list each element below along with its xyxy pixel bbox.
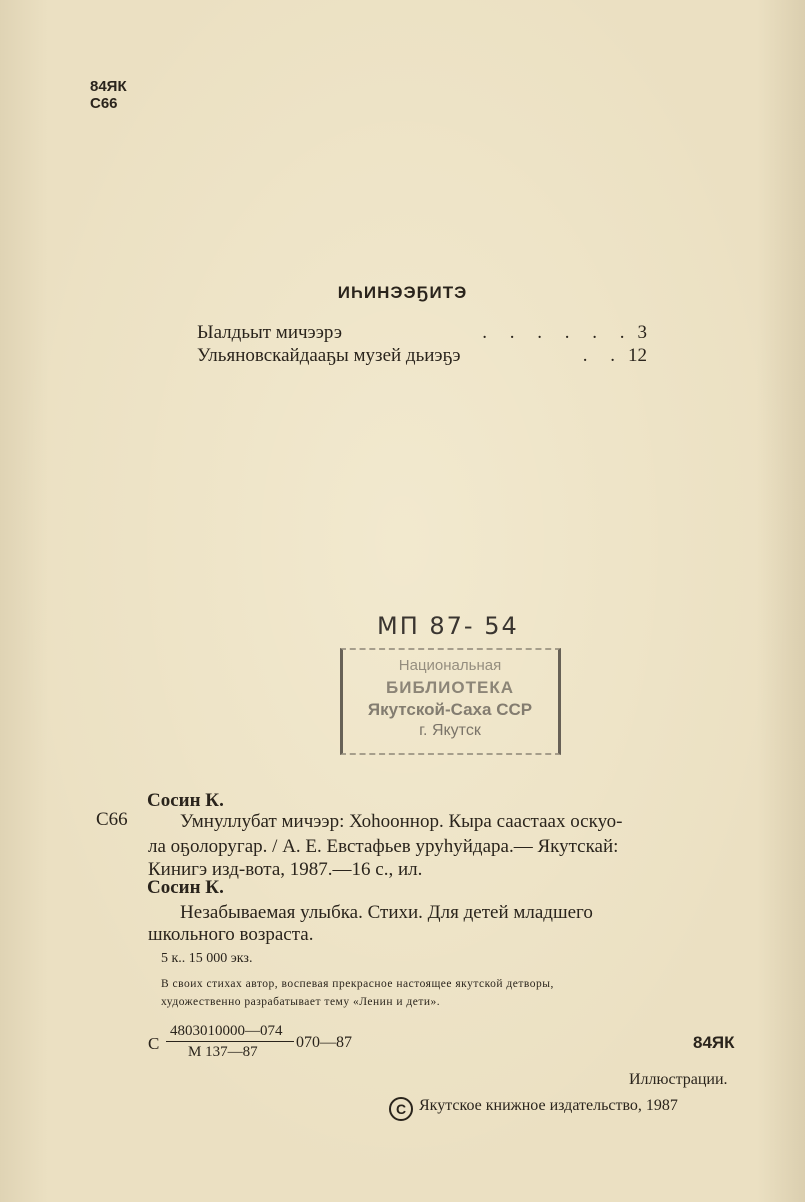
code-numerator: 4803010000—074 xyxy=(170,1023,283,1039)
code-denominator: М 137—87 xyxy=(188,1044,258,1060)
catalog-desc-line3: Кинигэ изд-вота, 1987.—16 с., ил. xyxy=(148,859,423,880)
toc-title: ИҺИНЭЭҔИТЭ xyxy=(337,283,468,302)
stamp-line-4: г. Якутск xyxy=(419,722,481,739)
bbk-code-line1: 84ЯК xyxy=(90,78,127,95)
catalog-title-ru-line2: школьного возраста. xyxy=(148,924,314,945)
bbk-code-line2: С66 xyxy=(90,95,118,112)
bbk-code xyxy=(90,78,127,112)
toc-item-label: Ыалдьыт мичээрэ xyxy=(197,322,342,343)
catalog-index: С66 xyxy=(96,809,128,830)
catalog-author: Сосин К. xyxy=(147,790,224,811)
catalog-desc-line2: ла оҕолоругар. / А. Е. Евстафьев уруһуйдара.— Якутскай: xyxy=(148,836,619,857)
toc-item-label: Ульяновскайдааҕы музей дьиэҕэ xyxy=(197,345,461,366)
code-fraction-line xyxy=(166,1041,294,1042)
stamp-line-3: Якутской-Саха ССР xyxy=(367,700,533,719)
catalog-title-ru-line1: Незабываемая улыбка. Стихи. Для детей младшего xyxy=(180,902,593,923)
toc-item-page: 3 xyxy=(637,322,647,343)
illustrations-label: Иллюстрации. xyxy=(629,1071,728,1088)
toc-item-dots: . . . . . . xyxy=(482,322,634,343)
catalog-bbk: 84ЯК xyxy=(693,1033,735,1052)
toc-item xyxy=(197,345,647,367)
catalog-desc-line1: Умнуллубат мичээр: Хоһооннор. Кыра саастаах оскуо- xyxy=(180,811,623,832)
stamp-line-1: Национальная xyxy=(398,657,502,674)
code-letter: С xyxy=(148,1034,160,1053)
toc-item-dots: . . xyxy=(582,345,624,366)
annotation-line1: В своих стихах автор, воспевая прекрасное настоящее якутской детворы, xyxy=(161,978,554,990)
copyright-icon: С xyxy=(389,1097,413,1121)
catalog-author-ru: Сосин К. xyxy=(147,877,224,898)
toc-item-page: 12 xyxy=(628,345,647,366)
catalog-price: 5 к.. 15 000 экз. xyxy=(161,951,253,966)
stamp-line-2: БИБЛИОТЕКА xyxy=(386,678,514,697)
stamp-handwritten-number: МП 87- 54 xyxy=(377,612,519,640)
annotation-line2: художественно разрабатывает тему «Ленин и дети». xyxy=(161,996,441,1008)
code-right: 070—87 xyxy=(296,1034,352,1051)
toc-item xyxy=(197,322,647,344)
copyright-text: Якутское книжное издательство, 1987 xyxy=(419,1097,678,1114)
